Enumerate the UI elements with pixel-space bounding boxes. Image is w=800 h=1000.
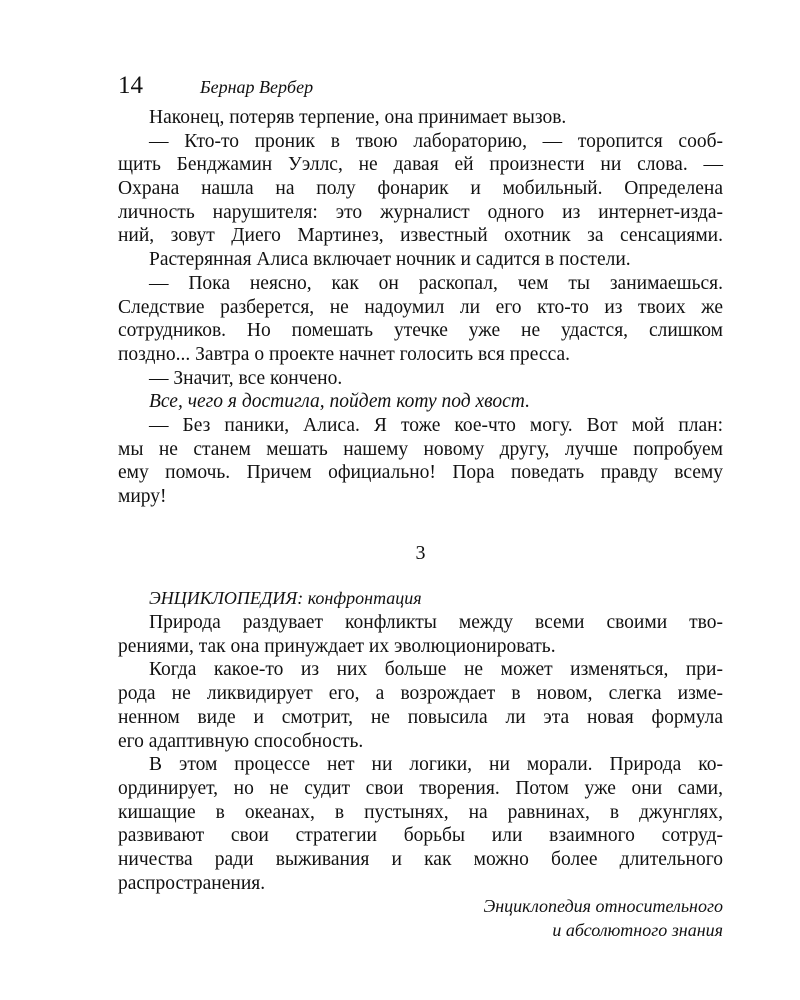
running-title-author: Бернар Вербер (200, 77, 314, 97)
text-line: Охрана нашла на полу фонарик и мобильный. Определена (118, 178, 723, 200)
source-attribution-line-1: Энциклопедия относительного (483, 896, 723, 917)
text-line: — Кто-то проник в твою лабораторию, — торопится сооб- (149, 130, 723, 152)
text-line: — Без паники, Алиса. Я тоже кое-что могу. Вот мой план: (149, 414, 723, 436)
text-line: ненном виде и смотрит, не повысила ли эта новая формула (118, 706, 723, 728)
text-line: В этом процессе нет ни логики, ни морали. Природа ко- (149, 754, 723, 776)
text-line: миру! (118, 486, 167, 507)
text-line: щить Бенджамин Уэллс, не давая ей произнести ни слова. — (118, 154, 723, 176)
text-line: Следствие разберется, не надоумил ли его кто-то из твоих же (118, 296, 723, 318)
page-header (118, 72, 723, 106)
source-attribution-line-2: и абсолютного знания (552, 920, 723, 940)
text-line: распространения. (118, 872, 266, 894)
chapter-number: 3 (415, 541, 426, 564)
text-block-narrative (118, 106, 723, 509)
text-line: Растерянная Алиса включает ночник и садится в постели. (149, 249, 631, 271)
text-line: ординирует, но не судит свои творения. Потом уже они сами, (118, 777, 723, 799)
text-line: Когда какое-то из них больше не может изменяться, при- (149, 659, 723, 681)
text-line: поздно... Завтра о проекте начнет голосить вся пресса. (118, 343, 571, 365)
text-line: его адаптивную способность. (118, 730, 364, 752)
text-line: сотрудников. Но помешать утечке уже не удастся, слишком (118, 320, 723, 342)
text-line: личность нарушителя: это журналист одного из интернет-изда- (118, 201, 723, 223)
text-line: — Пока неясно, как он раскопал, чем ты занимаешься. (149, 272, 723, 294)
text-line: ний, зовут Диего Мартинез, известный охотник за сенсациями. (118, 225, 723, 247)
text-line: рениями, так она принуждает их эволюционировать. (118, 635, 556, 657)
text-line: ничества ради выживания и как можно более длительного (118, 848, 723, 870)
text-line: Все, чего я достигла, пойдет коту под хвост. (149, 391, 530, 413)
text-line: рода не ликвидирует его, а возрождает в новом, слегка изме- (118, 683, 723, 705)
book-page (118, 72, 723, 943)
text-line: ему помочь. Причем официально! Пора поведать правду всему (118, 462, 723, 484)
text-line: Природа раздувает конфликты между всеми своими тво- (149, 612, 723, 634)
text-line: Наконец, потеряв терпение, она принимает вызов. (149, 107, 567, 128)
text-line: мы не станем мешать нашему новому другу, лучше попробуем (118, 438, 723, 460)
text-line: развивают свои стратегии борьбы или взаимного сотруд- (118, 825, 723, 847)
text-line: кишащие в океанах, в пустынях, на равнинах, в джунглях, (118, 801, 723, 823)
encyclopedia-heading: ЭНЦИКЛОПЕДИЯ: конфронтация (149, 588, 422, 609)
page-number: 14 (118, 72, 143, 99)
text-block-encyclopedia (118, 611, 723, 895)
text-line: — Значит, все кончено. (149, 367, 343, 389)
